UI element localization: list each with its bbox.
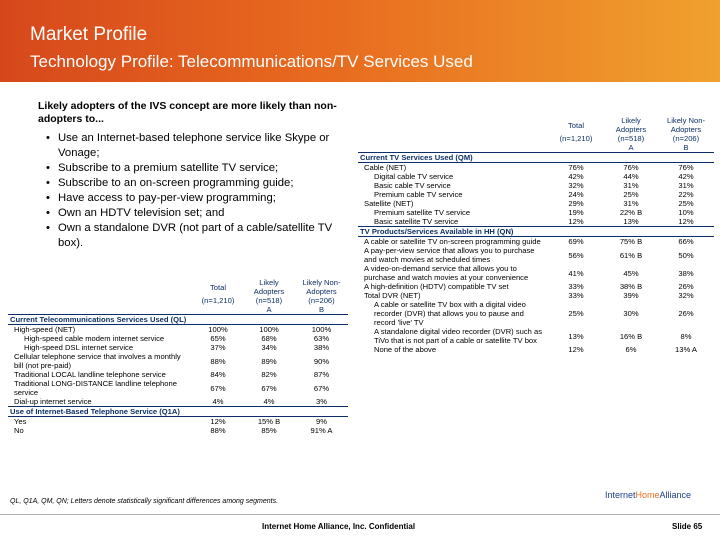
header-row (358, 134, 714, 143)
likely-adopters-value: 13% (623, 217, 639, 226)
intro-text: Likely adopters of the IVS concept are more likely than non-adopters to... (38, 100, 337, 125)
section-row (8, 407, 348, 417)
table-row (8, 334, 348, 343)
section-row (8, 315, 348, 325)
section-row (358, 153, 714, 163)
non-adopters-value: 91% A (310, 426, 333, 435)
column-header: B (318, 305, 325, 314)
column-header: (n=206) (308, 296, 335, 305)
bullet-item: • Own a standalone DVR (not part of a cable/satellite TV box). (46, 221, 346, 251)
tv-services-table (358, 116, 714, 354)
column-header (548, 143, 604, 153)
telecom-services-table (8, 278, 348, 435)
table-row (8, 379, 348, 397)
table-row (8, 426, 348, 435)
total-value: 33% (568, 282, 584, 291)
non-adopters-value: 9% (316, 417, 327, 426)
non-adopters-value: 26% (678, 282, 694, 291)
total-value: 24% (568, 190, 584, 199)
section-title: Current Telecommunications Services Used (QL) (8, 315, 348, 325)
non-adopters-value: 31% (678, 181, 694, 190)
non-adopters-value: 12% (678, 217, 694, 226)
likely-adopters-value: 30% (623, 309, 639, 318)
bullet-list (46, 131, 346, 251)
non-adopters-value: 66% (678, 237, 694, 246)
total-value: 76% (568, 163, 584, 172)
row-label: A high-definition (HDTV) compatible TV set (364, 282, 509, 291)
table-row (8, 352, 348, 370)
likely-adopters-value: 6% (625, 345, 637, 354)
row-label: Dial-up internet service (14, 397, 92, 406)
header-row (8, 278, 348, 296)
likely-adopters-value: 22% B (619, 208, 643, 217)
total-value: 12% (210, 417, 226, 426)
header-spacer (358, 134, 548, 143)
likely-adopters-value: 31% (623, 199, 639, 208)
header-spacer (8, 305, 193, 315)
header-row (358, 143, 714, 153)
likely-adopters-value: 38% B (619, 282, 643, 291)
total-value: 67% (210, 383, 226, 393)
total-value: 12% (568, 217, 584, 226)
likely-adopters-value: 31% (623, 181, 639, 190)
non-adopters-value: 50% (678, 250, 694, 260)
total-value: 29% (568, 199, 584, 208)
header-row (358, 116, 714, 134)
non-adopters-value: 90% (313, 356, 330, 366)
row-label: Cellular telephone service that involves a monthly bill (not pre-paid) (14, 352, 181, 370)
likely-adopters-value: 34% (261, 343, 277, 352)
row-label: High-speed (NET) (14, 325, 76, 334)
row-label: Basic satellite TV service (374, 217, 459, 226)
header-spacer (8, 278, 193, 296)
likely-adopters-value: 100% (259, 325, 279, 334)
slide-number: Slide 65 (672, 522, 703, 531)
total-value: 88% (210, 426, 226, 435)
row-label: Yes (14, 417, 27, 426)
total-value: 4% (212, 397, 224, 406)
total-value: 69% (568, 237, 584, 246)
likely-adopters-value: 4% (263, 397, 275, 406)
table-row (358, 237, 714, 247)
row-label: High-speed cable modem internet service (24, 334, 165, 343)
row-label: Cable (NET) (364, 163, 407, 172)
total-value: 41% (568, 268, 584, 278)
likely-adopters-value: 61% B (619, 250, 643, 260)
section-title: Use of Internet-Based Telephone Service (Q1A) (8, 407, 348, 417)
column-header: Likely Non-Adopters (302, 278, 341, 296)
footnote: QL, Q1A, QM, QN; Letters denote statistically significant differences among segments. (10, 498, 279, 505)
bullet-item: • Use an Internet-based telephone service like Skype or Vonage; (46, 131, 346, 161)
table-row (358, 327, 714, 345)
non-adopters-value: 8% (680, 331, 692, 341)
page-title: Market Profile (30, 24, 148, 45)
row-label: Basic cable TV service (374, 181, 451, 190)
total-value: 84% (210, 370, 226, 379)
likely-adopters-value: 67% (261, 383, 277, 393)
table-row (358, 264, 714, 282)
column-header: (n=1,210) (559, 134, 593, 143)
total-value: 13% (568, 331, 584, 341)
non-adopters-value: 38% (678, 268, 694, 278)
table-row (8, 325, 348, 335)
column-header: Likely Adopters (615, 116, 647, 134)
non-adopters-value: 67% (313, 383, 330, 393)
column-header: (n=518) (255, 296, 283, 305)
row-label: Traditional LONG-DISTANCE landline telephone service (14, 379, 177, 397)
total-value: 19% (568, 208, 584, 217)
header-spacer (8, 296, 193, 305)
non-adopters-value: 13% A (675, 345, 697, 354)
section-title: Current TV Services Used (QM) (358, 153, 714, 163)
table-row (8, 343, 348, 352)
table-row (358, 246, 714, 264)
likely-adopters-value: 75% B (619, 237, 643, 246)
table-row (358, 172, 714, 181)
column-header: B (683, 143, 689, 152)
total-value: 33% (568, 291, 584, 300)
column-header: A (628, 143, 634, 152)
page-subtitle: Technology Profile: Telecommunications/TV Services Used (30, 52, 473, 71)
row-label: High-speed DSL internet service (24, 343, 134, 352)
non-adopters-value: 10% (678, 208, 694, 217)
table-row (358, 208, 714, 217)
section-title: TV Products/Services Available in HH (QN) (358, 227, 714, 237)
column-header: (n=206) (672, 134, 700, 143)
non-adopters-value: 38% (313, 343, 330, 352)
table-row (8, 370, 348, 379)
column-header: (n=1,210) (201, 296, 235, 305)
total-value: 37% (210, 343, 226, 352)
header-spacer (358, 143, 548, 153)
column-header: A (266, 305, 272, 314)
table-row (358, 190, 714, 199)
non-adopters-value: 22% (678, 190, 694, 199)
likely-adopters-value: 82% (261, 370, 277, 379)
likely-adopters-value: 44% (623, 172, 639, 181)
column-header: Likely Adopters (253, 278, 285, 296)
row-label: A cable or satellite TV box with a digital video recorder (DVR) that allows you to pause and record 'live' TV (374, 300, 526, 327)
total-value: 12% (568, 345, 584, 354)
bullet-item: • Subscribe to a premium satellite TV service; (46, 161, 346, 176)
likely-adopters-value: 39% (623, 291, 639, 300)
total-value: 32% (568, 181, 584, 190)
bullet-item: • Have access to pay-per-view programming; (46, 191, 346, 206)
table-row (358, 291, 714, 300)
row-label: Premium cable TV service (374, 190, 463, 199)
column-header (193, 305, 243, 315)
internet-home-alliance-logo: InternetHomeAlliance (605, 490, 692, 500)
row-label: A cable or satellite TV on-screen programming guide (364, 237, 541, 246)
non-adopters-value: 100% (311, 325, 332, 334)
likely-adopters-value: 25% (623, 190, 639, 199)
total-value: 100% (208, 325, 228, 334)
non-adopters-value: 42% (678, 172, 694, 181)
bullet-item: • Own an HDTV television set; and (46, 206, 346, 221)
footer-divider (0, 514, 720, 515)
total-value: 56% (568, 250, 584, 260)
table-row (358, 217, 714, 227)
total-value: 88% (210, 356, 226, 366)
table-row (8, 397, 348, 407)
header-spacer (358, 116, 548, 134)
header-row (8, 305, 348, 315)
column-header: Likely Non-Adopters (667, 116, 705, 134)
row-label: Satellite (NET) (364, 199, 414, 208)
section-row (358, 227, 714, 237)
non-adopters-value: 63% (313, 334, 330, 343)
non-adopters-value: 3% (316, 397, 327, 406)
non-adopters-value: 76% (678, 163, 694, 172)
column-header: Total (567, 120, 585, 130)
likely-adopters-value: 15% B (257, 417, 281, 426)
row-label: Premium satellite TV service (374, 208, 471, 217)
header-row (8, 296, 348, 305)
confidential-notice: Internet Home Alliance, Inc. Confidential (262, 522, 416, 531)
table-row (358, 199, 714, 208)
total-value: 65% (210, 334, 226, 343)
non-adopters-value: 26% (678, 309, 694, 318)
row-label: Digital cable TV service (374, 172, 454, 181)
likely-adopters-value: 89% (261, 356, 277, 366)
table-row (358, 345, 714, 354)
table-row (358, 181, 714, 190)
table-row (358, 282, 714, 291)
non-adopters-value: 87% (313, 370, 330, 379)
column-header: Total (209, 282, 227, 292)
non-adopters-value: 25% (678, 199, 694, 208)
row-label: Total DVR (NET) (364, 291, 421, 300)
likely-adopters-value: 68% (261, 334, 277, 343)
row-label: None of the above (374, 345, 437, 354)
likely-adopters-value: 76% (623, 163, 639, 172)
row-label: No (14, 426, 24, 435)
bullet-item: • Subscribe to an on-screen programming guide; (46, 176, 346, 191)
column-header: (n=518) (617, 134, 645, 143)
table-row (358, 300, 714, 327)
row-label: A video-on-demand service that allows you to purchase and watch movies at your convenience (364, 264, 529, 282)
likely-adopters-value: 45% (623, 268, 639, 278)
total-value: 42% (568, 172, 584, 181)
non-adopters-value: 32% (678, 291, 694, 300)
likely-adopters-value: 16% B (619, 331, 643, 341)
table-row (8, 417, 348, 427)
row-label: A pay-per-view service that allows you to purchase and watch movies at scheduled times (364, 246, 535, 264)
table-row (358, 163, 714, 173)
row-label: Traditional LOCAL landline telephone service (14, 370, 166, 379)
likely-adopters-value: 85% (261, 426, 277, 435)
total-value: 25% (568, 309, 584, 318)
row-label: A standalone digital video recorder (DVR) such as TiVo that is not part of a cable or satellite TV box (374, 327, 542, 345)
